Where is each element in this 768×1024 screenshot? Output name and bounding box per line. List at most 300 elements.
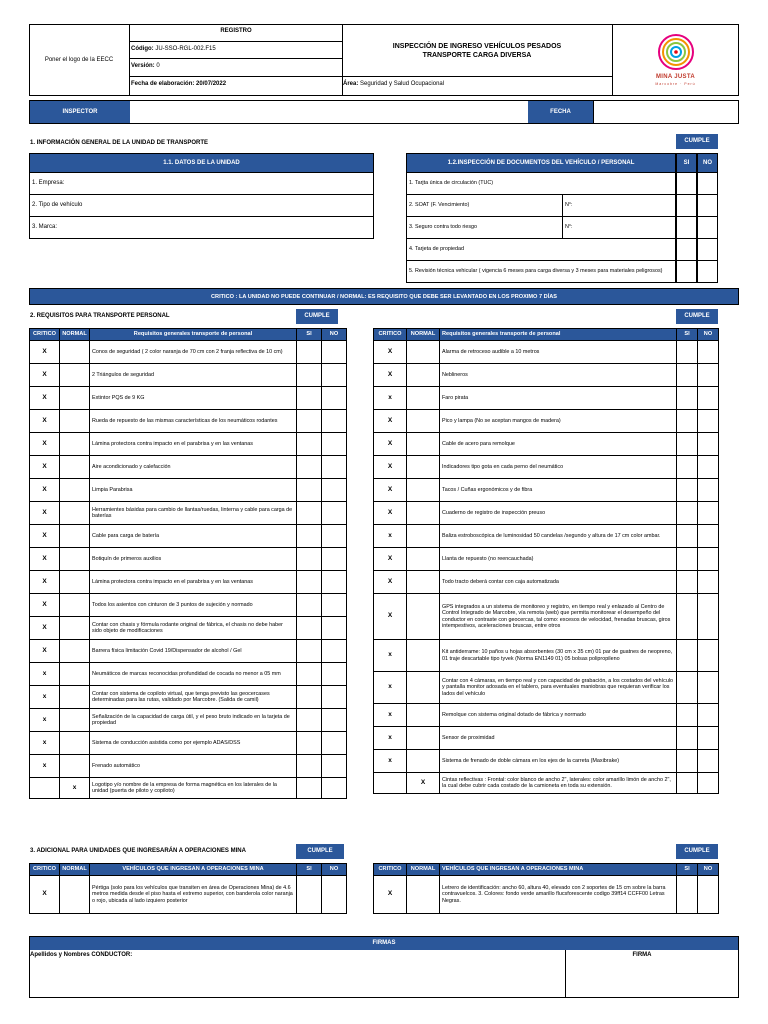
section2-title: 2. REQUISITOS PARA TRANSPORTE PERSONAL: [30, 313, 170, 319]
section1-title: 1. INFORMACIÓN GENERAL DE LA UNIDAD DE TRANSPORTE: [30, 140, 209, 146]
critico-mark: X: [374, 433, 407, 456]
documento-row: [406, 239, 676, 261]
no-cell[interactable]: [698, 433, 719, 456]
normal-mark: [407, 704, 440, 727]
critico-mark: X: [30, 548, 60, 571]
normal-mark: [60, 876, 90, 914]
table-row: [374, 525, 719, 548]
documento-row: [406, 261, 676, 283]
si-cell[interactable]: [677, 525, 698, 548]
no-cell[interactable]: [322, 876, 347, 914]
critico-mark: x: [374, 727, 407, 750]
normal-mark: [407, 525, 440, 548]
documento-numero[interactable]: N°:: [563, 217, 676, 239]
documento-label: 2. SOAT (F. Vencimiento): [409, 202, 470, 209]
critico-mark: X: [374, 502, 407, 525]
requisito-text: Baliza estroboscópica de luminosidad 50 candelas /segundo y altura de 17 cm color ambar.: [440, 525, 677, 548]
fecha-row: [131, 81, 341, 88]
critico-mark: X: [30, 571, 60, 594]
table-row: [30, 364, 347, 387]
section3-cumple-left: CUMPLE: [296, 844, 344, 859]
fecha-value: 20/07/2022: [196, 81, 227, 87]
table-row: [374, 773, 719, 794]
table-row: [30, 640, 347, 663]
no-cell[interactable]: [698, 571, 719, 594]
critico-mark: x: [374, 387, 407, 410]
requisito-text: Indicadores tipo gota en cada perno del neumático: [440, 456, 677, 479]
no-cell[interactable]: [698, 479, 719, 502]
normal-mark: [60, 479, 90, 502]
table-row: [30, 571, 347, 594]
critico-mark: x: [30, 732, 60, 755]
datos-unidad-header: 1.1. DATOS DE LA UNIDAD: [29, 153, 374, 173]
version-value: 0: [156, 63, 160, 69]
no-cell[interactable]: [322, 364, 347, 387]
normal-mark: [407, 387, 440, 410]
no-cell[interactable]: [698, 341, 719, 364]
no-cell[interactable]: [322, 686, 347, 709]
critico-mark: x: [30, 686, 60, 709]
table-row: [30, 594, 347, 617]
normal-mark: [407, 672, 440, 704]
normal-mark: [407, 594, 440, 640]
critico-mark: x: [30, 755, 60, 778]
no-cell[interactable]: [322, 617, 347, 640]
si-cell[interactable]: [677, 773, 698, 794]
requisito-text: Pértiga (solo para los vehículos que transiten en área de Operaciones Mina) de 4.6 metros medida desde el piso hasta el extremo superior, con banderola color naranja o rojo, ubicada al lado izquiero posterior: [90, 876, 297, 914]
datos-unidad-row[interactable]: 1. Empresa:: [29, 173, 374, 195]
table-row: [374, 571, 719, 594]
critico-mark: X: [30, 479, 60, 502]
critico-mark: X: [30, 594, 60, 617]
no-cell[interactable]: [698, 727, 719, 750]
normal-mark: [60, 709, 90, 732]
no-cell[interactable]: [698, 750, 719, 773]
critico-mark: X: [374, 571, 407, 594]
documento-si-cell[interactable]: [676, 217, 697, 239]
critico-mark: X: [30, 640, 60, 663]
section3-title: 3. ADICIONAL PARA UNIDADES QUE INGRESARÁN A OPERACIONES MINA: [30, 848, 246, 854]
requisito-text: Alarma de retroceso audible a 10 metros: [440, 341, 677, 364]
table-row: [374, 672, 719, 704]
documento-no-cell[interactable]: [697, 195, 718, 217]
requisito-text: Remolque con sistema original dotado de fábrica y normado: [440, 704, 677, 727]
critico-mark: X: [30, 433, 60, 456]
no-cell[interactable]: [322, 433, 347, 456]
si-cell[interactable]: [297, 387, 322, 410]
no-cell[interactable]: [322, 571, 347, 594]
no-cell[interactable]: [322, 525, 347, 548]
critico-mark: X: [374, 876, 407, 914]
no-cell[interactable]: [322, 663, 347, 686]
doc-title-line2: TRANSPORTE CARGA DIVERSA: [422, 52, 532, 59]
requisito-text: Pico y lampa (No se aceptan mangos de madera): [440, 410, 677, 433]
critico-mark: x: [374, 640, 407, 672]
inspector-label: INSPECTOR: [30, 101, 130, 123]
no-cell[interactable]: [322, 594, 347, 617]
requisito-text: Tacos / Cuñas ergonómicos y de fibra: [440, 479, 677, 502]
no-cell[interactable]: [698, 364, 719, 387]
critico-mark: X: [374, 594, 407, 640]
table-row: [30, 617, 347, 640]
no-cell[interactable]: [698, 773, 719, 794]
no-cell[interactable]: [322, 456, 347, 479]
requisito-text: Lámina protectora contra impacto en el parabrisa y en las ventanas: [90, 571, 297, 594]
no-cell[interactable]: [322, 755, 347, 778]
normal-mark: [407, 876, 440, 914]
documento-row: [406, 195, 563, 217]
section2-cumple-left: CUMPLE: [296, 309, 338, 324]
requisito-text: Frenado automático: [90, 755, 297, 778]
requisito-text: Cable para carga de batería: [90, 525, 297, 548]
divider: [130, 76, 342, 77]
si-cell[interactable]: [297, 364, 322, 387]
normal-mark: [407, 456, 440, 479]
normal-mark: [60, 433, 90, 456]
table-row: [30, 341, 347, 364]
documento-no-cell[interactable]: [697, 173, 718, 195]
section1-cumple: CUMPLE: [676, 134, 718, 149]
table-row: [30, 876, 347, 914]
requisito-text: Barrera física limitación Covid 19/Dispensador de alcohol / Gel: [90, 640, 297, 663]
si-cell[interactable]: [297, 755, 322, 778]
normal-mark: [60, 456, 90, 479]
normal-mark: [407, 571, 440, 594]
si-cell[interactable]: [297, 778, 322, 799]
si-cell[interactable]: [297, 410, 322, 433]
requisito-text: Limpia Parabrisa: [90, 479, 297, 502]
no-cell[interactable]: [322, 479, 347, 502]
normal-mark: [407, 548, 440, 571]
si-cell[interactable]: [297, 502, 322, 525]
no-cell[interactable]: [322, 341, 347, 364]
requisito-text: Cuaderno de registro de inspección preuso: [440, 502, 677, 525]
table-row: [374, 433, 719, 456]
requisito-text: Todo tracto deberá contar con caja automatizada: [440, 571, 677, 594]
requisitos-table-right: [373, 328, 719, 794]
documentos-header: 1.2.INSPECCIÓN DE DOCUMENTOS DEL VEHÍCULO / PERSONAL: [406, 153, 676, 173]
no-cell[interactable]: [322, 548, 347, 571]
si-cell[interactable]: [677, 456, 698, 479]
col-normal: NORMAL: [407, 329, 440, 341]
mina-justa-logo: [612, 24, 739, 96]
requisito-text: Llanta de repuesto (no reencauchada): [440, 548, 677, 571]
normal-mark: [407, 750, 440, 773]
normal-mark: [60, 617, 90, 640]
si-cell[interactable]: [297, 571, 322, 594]
col-vehiculos: VEHÍCULOS QUE INGRESAN A OPERACIONES MINA: [440, 864, 677, 876]
no-cell[interactable]: [698, 456, 719, 479]
normal-mark: [407, 433, 440, 456]
divider: [130, 41, 342, 42]
critico-mark: X: [30, 364, 60, 387]
si-cell[interactable]: [677, 364, 698, 387]
table-row: [30, 479, 347, 502]
requisito-text: Botiquín de primeros auxilios: [90, 548, 297, 571]
col-critico: CRITICO: [30, 329, 60, 341]
si-cell[interactable]: [677, 640, 698, 672]
documento-si-cell[interactable]: [676, 173, 697, 195]
documento-no-cell[interactable]: [697, 217, 718, 239]
requisito-text: 2 Triángulos de seguridad: [90, 364, 297, 387]
brand-subtitle: Marcobre · Perú: [655, 82, 696, 86]
normal-mark: [60, 364, 90, 387]
col-si: SI: [677, 329, 698, 341]
requisito-text: Extintor PQS de 9 KG: [90, 387, 297, 410]
fecha-label: Fecha de elaboración:: [131, 81, 195, 87]
table-row: [374, 387, 719, 410]
si-cell[interactable]: [677, 502, 698, 525]
conductor-field[interactable]: [30, 950, 565, 997]
normal-mark: [60, 548, 90, 571]
no-cell[interactable]: [698, 640, 719, 672]
requisito-text: Neumáticos de marcas reconocidas profundidad de cocada no menor a 05 mm: [90, 663, 297, 686]
table-row: [30, 778, 347, 799]
brand-name: MINA JUSTA: [656, 74, 695, 80]
normal-mark: [60, 686, 90, 709]
si-cell[interactable]: [677, 571, 698, 594]
requisitos-table-left: [29, 328, 347, 799]
normal-mark: [60, 571, 90, 594]
si-cell[interactable]: [677, 341, 698, 364]
table-row: [30, 525, 347, 548]
normal-mark: x: [60, 778, 90, 799]
col-critico: CRITICO: [374, 329, 407, 341]
critico-mark: x: [374, 704, 407, 727]
table-row: [374, 548, 719, 571]
normal-mark: [60, 410, 90, 433]
normal-mark: [407, 479, 440, 502]
table-row: [374, 364, 719, 387]
col-normal: NORMAL: [407, 864, 440, 876]
critico-mark: X: [374, 548, 407, 571]
firma-field[interactable]: [566, 950, 738, 997]
documento-si-cell[interactable]: [676, 261, 697, 283]
normal-mark: [60, 341, 90, 364]
datos-unidad-row[interactable]: 2. Tipo de vehículo: [29, 195, 374, 217]
col-requisitos: Requisitos generales transporte de personal: [440, 329, 677, 341]
si-cell[interactable]: [677, 433, 698, 456]
table-row: [374, 640, 719, 672]
documento-numero[interactable]: N°:: [563, 195, 676, 217]
si-cell[interactable]: [297, 548, 322, 571]
firmas-header: FIRMAS: [30, 937, 738, 950]
normal-mark: [407, 727, 440, 750]
operaciones-table-left: [29, 863, 347, 914]
critico-mark: X: [374, 341, 407, 364]
no-cell[interactable]: [322, 732, 347, 755]
si-cell[interactable]: [677, 727, 698, 750]
version-row: [131, 63, 341, 70]
si-cell[interactable]: [677, 672, 698, 704]
critico-mark: X: [30, 617, 60, 640]
no-cell[interactable]: [322, 410, 347, 433]
table-row: [30, 732, 347, 755]
no-cell[interactable]: [698, 502, 719, 525]
fecha-field[interactable]: [593, 101, 738, 123]
si-cell[interactable]: [297, 525, 322, 548]
table-row: [30, 663, 347, 686]
si-cell[interactable]: [677, 479, 698, 502]
table-row: [30, 433, 347, 456]
documento-si-cell[interactable]: [676, 239, 697, 261]
col-si: SI: [297, 329, 322, 341]
si-cell[interactable]: [297, 617, 322, 640]
codigo-row: [131, 46, 341, 53]
si-cell[interactable]: [297, 433, 322, 456]
requisito-text: Contar con sistema de copiloto virtual, que tenga previsto las geocercases determinadas para las rutas, validado por Marcobre. (Salida de camil): [90, 686, 297, 709]
col-si: SI: [297, 864, 322, 876]
documento-no-cell[interactable]: [697, 261, 718, 283]
si-cell[interactable]: [297, 709, 322, 732]
si-cell[interactable]: [297, 594, 322, 617]
doc-title: [342, 42, 612, 60]
datos-unidad-row[interactable]: 3. Marca:: [29, 217, 374, 239]
col-no: NO: [322, 864, 347, 876]
requisito-text: Sistema de conducción asistida como por ejemplo ADAS/DSS: [90, 732, 297, 755]
table-row: [374, 750, 719, 773]
si-cell[interactable]: [677, 387, 698, 410]
si-cell[interactable]: [677, 750, 698, 773]
col-no: NO: [698, 864, 719, 876]
critico-mark: X: [30, 456, 60, 479]
normal-mark: [60, 640, 90, 663]
no-cell[interactable]: [322, 502, 347, 525]
critico-mark: [30, 778, 60, 799]
table-row: [374, 727, 719, 750]
si-cell[interactable]: [297, 663, 322, 686]
area-label: Área:: [343, 81, 359, 87]
requisito-text: Aire acondicionado y calefacción: [90, 456, 297, 479]
col-no: NO: [322, 329, 347, 341]
si-cell[interactable]: [677, 876, 698, 914]
no-cell[interactable]: [322, 709, 347, 732]
col-requisitos: Requisitos generales transporte de personal: [90, 329, 297, 341]
requisito-text: Sistema de frenado de doble cámara en los ejes de la carreta (Maxibrake): [440, 750, 677, 773]
critico-mark: x: [30, 709, 60, 732]
normal-mark: [407, 502, 440, 525]
no-cell[interactable]: [698, 672, 719, 704]
requisito-text: Conos de seguridad ( 2 color naranja de 70 cm con 2 franja reflectiva de 10 cm): [90, 341, 297, 364]
requisito-text: Herramientes básidas para cambio de llantas/ruedas, linterna y cable para carga de baterías: [90, 502, 297, 525]
no-cell[interactable]: [698, 548, 719, 571]
critico-banner: CRITICO : LA UNIDAD NO PUEDE CONTINUAR / NORMAL: ES REQUISITO QUE DEBE SER LEVANTADO EN LOS PROXIMO 7 DÍAS: [29, 288, 739, 305]
normal-mark: [60, 387, 90, 410]
requisito-text: Cintas reflectivas : Frontal: color blanco de ancho 2", laterales: color amarillo limón de ancho 2", la cual debe cubrir cada costado de la camioneta en toda su extensión.: [440, 773, 677, 794]
si-cell[interactable]: [677, 548, 698, 571]
table-row: [374, 341, 719, 364]
normal-mark: [60, 502, 90, 525]
requisito-text: Sensor de proximidad: [440, 727, 677, 750]
table-row: [30, 502, 347, 525]
no-cell[interactable]: [698, 594, 719, 640]
critico-mark: X: [30, 410, 60, 433]
documento-label: 4. Tarjeta de propiedad: [409, 246, 465, 253]
si-cell[interactable]: [297, 341, 322, 364]
critico-mark: X: [374, 364, 407, 387]
section3-cumple-right: CUMPLE: [676, 844, 718, 859]
normal-mark: [60, 663, 90, 686]
requisito-text: Letrero de identificación: ancho 60, altura 40, elevado con 2 soportes de 15 cm sobre la barra contravuelcos. 3. Colores: fondo verde amarillo flucsforescente codigo 39ff14 CCFF00 Letras Negras.: [440, 876, 677, 914]
documentos-no-header: NO: [697, 153, 718, 173]
si-cell[interactable]: [297, 876, 322, 914]
normal-mark: [407, 410, 440, 433]
fecha-field-label: FECHA: [528, 101, 593, 123]
normal-mark: [407, 640, 440, 672]
registro-title: REGISTRO: [220, 28, 252, 34]
requisito-text: Logotipo y/o nombre de la empresa de forma magnética en los laterales de la unidad (puerta de piloto y copiloto): [90, 778, 297, 799]
documento-label: 5. Revisión técnica vehicular ( vigencia 6 meses para carga diversa y 3 meses para materiales peligrosos): [409, 268, 663, 275]
si-cell[interactable]: [297, 456, 322, 479]
no-cell[interactable]: [698, 704, 719, 727]
normal-mark: [60, 594, 90, 617]
table-row: [374, 479, 719, 502]
table-row: [30, 410, 347, 433]
codigo-value: JU-SSO-RGL-002.F15: [155, 46, 216, 52]
critico-mark: x: [374, 525, 407, 548]
critico-mark: X: [374, 479, 407, 502]
no-cell[interactable]: [698, 525, 719, 548]
si-cell[interactable]: [297, 732, 322, 755]
table-row: [374, 594, 719, 640]
requisito-text: Rueda de repuesto de las mismas características de los neumáticos rodantes: [90, 410, 297, 433]
documento-no-cell[interactable]: [697, 239, 718, 261]
documento-label: 3. Seguro contra todo riesgo: [409, 224, 478, 231]
critico-mark: X: [30, 341, 60, 364]
divider: [130, 58, 342, 59]
col-critico: CRITICO: [30, 864, 60, 876]
si-cell[interactable]: [297, 686, 322, 709]
table-row: [30, 686, 347, 709]
normal-mark: X: [407, 773, 440, 794]
section2-cumple-right: CUMPLE: [676, 309, 718, 324]
col-no: NO: [698, 329, 719, 341]
no-cell[interactable]: [698, 876, 719, 914]
no-cell[interactable]: [322, 387, 347, 410]
documento-row: [406, 217, 563, 239]
col-si: SI: [677, 864, 698, 876]
conductor-label: Apellidos y Nombres CONDUCTOR:: [30, 952, 133, 958]
si-cell[interactable]: [297, 479, 322, 502]
si-cell[interactable]: [297, 640, 322, 663]
table-row: [374, 704, 719, 727]
si-cell[interactable]: [677, 704, 698, 727]
divider: [342, 76, 612, 77]
table-row: [374, 410, 719, 433]
version-label: Versión:: [131, 63, 155, 69]
normal-mark: [60, 732, 90, 755]
critico-mark: x: [374, 672, 407, 704]
normal-mark: [60, 525, 90, 548]
inspector-field[interactable]: [130, 101, 528, 123]
si-cell[interactable]: [677, 594, 698, 640]
no-cell[interactable]: [322, 778, 347, 799]
normal-mark: [60, 755, 90, 778]
no-cell[interactable]: [322, 640, 347, 663]
critico-mark: X: [30, 387, 60, 410]
critico-mark: X: [30, 525, 60, 548]
no-cell[interactable]: [698, 387, 719, 410]
si-cell[interactable]: [677, 410, 698, 433]
no-cell[interactable]: [698, 410, 719, 433]
critico-mark: x: [374, 750, 407, 773]
area-value: Seguridad y Salud Ocupacional: [360, 81, 445, 87]
table-row: [30, 456, 347, 479]
documento-si-cell[interactable]: [676, 195, 697, 217]
requisito-text: Lámina protectora contra impacto en el parabrisa y en las ventanas: [90, 433, 297, 456]
critico-mark: x: [30, 663, 60, 686]
table-row: [374, 876, 719, 914]
